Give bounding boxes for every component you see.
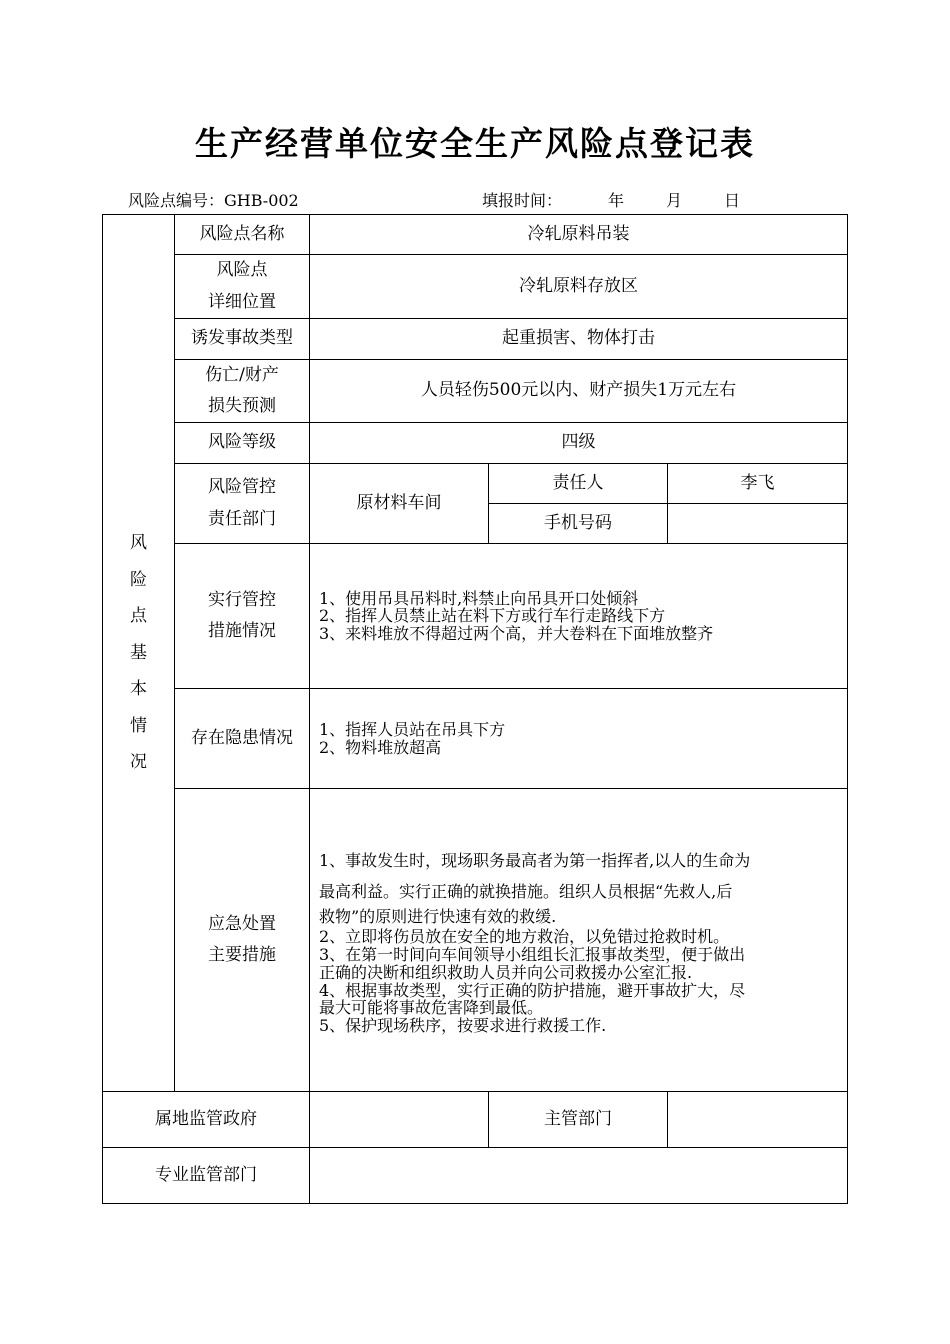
emergency-item: 最大可能将事故危害降到最低。	[319, 998, 544, 1018]
dept-label-line1: 风险管控	[208, 477, 276, 498]
measures-label-line2: 措施情况	[208, 621, 276, 641]
emergency-label	[174, 788, 310, 1092]
emergency-item: 救物”的原则进行快速有效的救缓.	[319, 907, 557, 927]
fill-time	[482, 188, 740, 211]
section-char: 本	[130, 679, 147, 700]
location-value: 冷轧原料存放区	[309, 254, 848, 319]
loss-label-line2: 损失预测	[207, 396, 276, 416]
emergency-item: 2、立即将伤员放在安全的地方救治，以免错过抢救时机。	[319, 926, 730, 946]
measures-label-line1: 实行管控	[208, 589, 276, 610]
emergency-label-line1: 应急处置	[208, 913, 276, 934]
measure-item: 3、来料堆放不得超过两个高，并大卷料在下面堆放整齐	[319, 623, 714, 643]
location-label-line2: 详细位置	[208, 291, 276, 312]
emergency-item: 5、保护现场秩序，按要求进行救援工作.	[319, 1016, 607, 1036]
loss-label	[174, 359, 310, 423]
accident-type-value: 起重损害、物体打击	[309, 318, 848, 360]
page-title: 生产经营单位安全生产风险点登记表	[195, 124, 755, 163]
year-label: 年	[608, 191, 625, 210]
emergency-item: 最高利益。实行正确的就换措施。组织人员根据“先救人,后	[319, 881, 733, 901]
risk-level-label: 风险等级	[174, 422, 310, 464]
measure-item: 2、指挥人员禁止站在料下方或行车行走路线下方	[319, 606, 666, 626]
gov-value	[309, 1091, 489, 1148]
supervisor-value	[667, 1091, 848, 1148]
loss-value: 人员轻伤500元以内、财产损失1万元左右	[309, 359, 848, 423]
phone-label: 手机号码	[488, 503, 668, 544]
dept-label	[174, 463, 310, 544]
person-value: 李飞	[667, 463, 848, 504]
hazard-item: 2、物料堆放超高	[319, 737, 442, 757]
risk-point-code: 风险点编号：GHB-002	[128, 191, 299, 210]
section-char: 况	[130, 752, 147, 773]
emergency-item: 正确的决断和组织救助人员并向公司救援办公室汇报.	[319, 962, 693, 982]
loss-label-line1: 伤亡/财产	[205, 364, 279, 385]
location-label	[174, 254, 310, 319]
hazard-item: 1、指挥人员站在吊具下方	[319, 719, 506, 739]
supervisor-label: 主管部门	[488, 1091, 668, 1148]
dept-label-line2: 责任部门	[208, 508, 276, 529]
prof-value	[309, 1147, 848, 1204]
emergency-label-line2: 主要措施	[208, 945, 276, 965]
day-label: 日	[724, 191, 741, 210]
section-char: 点	[130, 606, 147, 627]
month-label: 月	[666, 191, 683, 210]
phone-value	[667, 503, 848, 544]
hazards-label: 存在隐患情况	[174, 688, 310, 789]
section-char: 风	[130, 533, 147, 554]
hazards-content	[309, 688, 848, 789]
section-char: 险	[130, 569, 147, 590]
emergency-item: 1、事故发生时，现场职务最高者为第一指挥者,以人的生命为	[319, 850, 751, 870]
location-label-line1: 风险点	[216, 260, 268, 281]
emergency-item: 3、在第一时间向车间领导小组组长汇报事故类型，便于做出	[319, 944, 746, 964]
dept-value: 原材料车间	[309, 463, 489, 544]
risk-level-value: 四级	[309, 422, 848, 464]
section-char: 基	[130, 642, 147, 663]
name-value: 冷轧原料吊装	[309, 214, 848, 255]
measure-item: 1、使用吊具吊料时,料禁止向吊具开口处倾斜	[319, 588, 639, 608]
prof-label: 专业监管部门	[102, 1147, 310, 1204]
gov-label: 属地监管政府	[102, 1091, 310, 1148]
section-label	[102, 214, 175, 1092]
person-label: 责任人	[488, 463, 668, 504]
name-label: 风险点名称	[174, 214, 310, 255]
emergency-item: 4、根据事故类型，实行正确的防护措施，避开事故扩大，尽	[319, 980, 746, 1000]
measures-content	[309, 543, 848, 689]
fill-time-label: 填报时间：	[482, 191, 563, 210]
emergency-content	[309, 788, 848, 1092]
measures-label	[174, 543, 310, 689]
section-char: 情	[130, 715, 147, 736]
accident-type-label: 诱发事故类型	[174, 318, 310, 360]
